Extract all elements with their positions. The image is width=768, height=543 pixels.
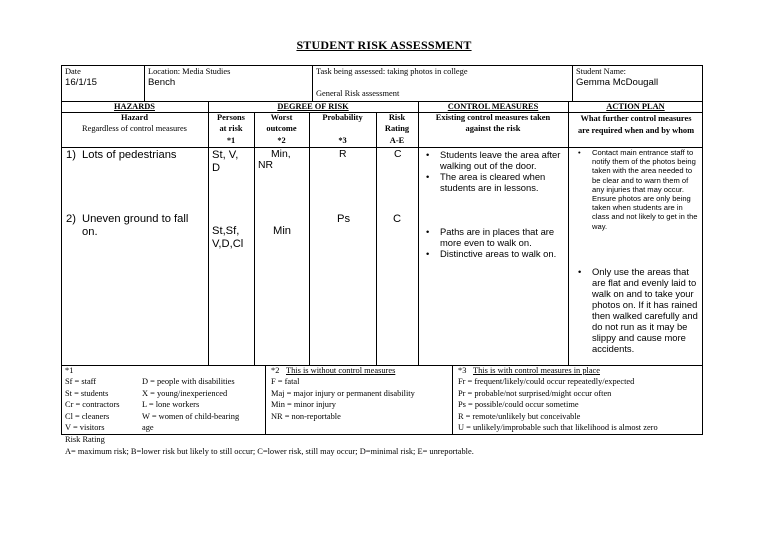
legend-1-title: *1 bbox=[65, 366, 74, 375]
list-item: • Only use the areas that are flat and evenly laid to walk on and to take your photos on. If it has rained then walked carefully and do not run as it may be slippy and cause more accidents. bbox=[576, 266, 702, 354]
legend-1-item: D = people with disabilities bbox=[142, 377, 235, 386]
hazard-2-num: 2) bbox=[66, 213, 76, 225]
col-probability-l3: *3 bbox=[338, 136, 347, 145]
col-existing-controls-l2: against the risk bbox=[465, 124, 521, 133]
list-item: • Paths are in places that are more even to walk on. bbox=[424, 226, 564, 248]
divider bbox=[572, 65, 573, 101]
date-label: Date bbox=[65, 67, 81, 76]
hazard-1-num: 1) bbox=[66, 149, 76, 161]
legend-1-item: L = lone workers bbox=[142, 400, 200, 409]
divider bbox=[309, 112, 310, 366]
divider bbox=[568, 101, 569, 366]
legend-3-item: U = unlikely/improbable such that likelihood is almost zero bbox=[458, 423, 658, 432]
legend-2-title: *2 bbox=[271, 366, 280, 375]
legend-3-item: R = remote/unlikely but conceivable bbox=[458, 412, 581, 421]
location-label: Location: Media Studies bbox=[148, 67, 231, 76]
action-plan-list bbox=[576, 266, 702, 354]
general-assessment: General Risk assessment bbox=[316, 89, 400, 98]
probability-2: Ps bbox=[337, 213, 351, 225]
col-worst-l2: outcome bbox=[266, 124, 297, 133]
section-degree-of-risk: DEGREE OF RISK bbox=[277, 102, 349, 111]
divider bbox=[452, 365, 453, 435]
legend-2-item: NR = non-reportable bbox=[271, 412, 341, 421]
risk-rating-1: C bbox=[394, 149, 402, 160]
col-existing-controls: Existing control measures taken bbox=[435, 113, 551, 122]
hazard-2-text-l2: on. bbox=[82, 226, 98, 238]
col-worst-l3: *2 bbox=[277, 136, 286, 145]
divider bbox=[144, 65, 145, 101]
worst-1-l1: Min, bbox=[271, 149, 291, 160]
col-persons: Persons bbox=[217, 113, 245, 122]
col-risk-rating: Risk bbox=[388, 113, 406, 122]
control-measures-list bbox=[424, 226, 564, 259]
legend-1-item: age bbox=[142, 423, 154, 432]
probability-1: R bbox=[339, 149, 347, 160]
risk-rating-2: C bbox=[393, 213, 402, 225]
section-control-measures: CONTROL MEASURES bbox=[447, 102, 539, 111]
document-title: STUDENT RISK ASSESSMENT bbox=[296, 38, 472, 52]
worst-2: Min bbox=[273, 225, 292, 237]
legend-3-subtitle: This is with control measures in place bbox=[473, 366, 600, 375]
legend-1-item: Sf = staff bbox=[65, 377, 97, 386]
list-item: • Distinctive areas to walk on. bbox=[424, 248, 564, 259]
divider bbox=[376, 112, 377, 366]
persons-2-l1: St,Sf, bbox=[212, 225, 240, 237]
legend-3-title: *3 bbox=[458, 366, 467, 375]
list-item: • The area is cleared when students are in lessons. bbox=[424, 171, 564, 193]
legend-2-item: Maj = major injury or permanent disability bbox=[271, 389, 415, 398]
col-persons-l3: *1 bbox=[226, 136, 236, 145]
risk-rating-key: A= maximum risk; B=lower risk but likely to still occur; C=lower risk, still may occur; D=minimal risk; E= unreportable. bbox=[65, 447, 474, 456]
control-measures-list bbox=[424, 149, 564, 193]
hazard-1-text: Lots of pedestrians bbox=[82, 149, 177, 161]
divider bbox=[254, 112, 255, 366]
student-name-value: Gemma McDougall bbox=[576, 77, 659, 88]
risk-rating-title: Risk Rating bbox=[65, 435, 105, 444]
task-label: Task being assessed: taking photos in college bbox=[316, 67, 468, 76]
col-persons-l2: at risk bbox=[219, 124, 243, 133]
location-value: Bench bbox=[148, 77, 176, 88]
col-worst: Worst bbox=[270, 113, 293, 122]
legend-2-item: Min = minor injury bbox=[271, 400, 336, 409]
student-name-label: Student Name: bbox=[576, 67, 627, 76]
date-value: 16/1/15 bbox=[65, 77, 98, 88]
persons-1-l1: St, V, bbox=[212, 149, 239, 161]
legend-1-item: Cl = cleaners bbox=[65, 412, 110, 421]
divider bbox=[418, 101, 419, 366]
persons-1-l2: D bbox=[212, 162, 221, 174]
legend-1-item: V = visitors bbox=[65, 423, 105, 432]
action-plan-list bbox=[576, 148, 700, 231]
divider bbox=[312, 65, 313, 101]
legend-1-item: Cr = contractors bbox=[65, 400, 120, 409]
section-hazards: HAZARDS bbox=[114, 102, 155, 111]
col-risk-rating-l2: Rating bbox=[384, 124, 410, 133]
legend-3-item: Fr = frequent/likely/could occur repeatedly/expected bbox=[458, 377, 635, 386]
col-probability: Probability bbox=[322, 113, 363, 122]
list-item: • Students leave the area after walking out of the door. bbox=[424, 149, 564, 171]
legend-3-item: Pr = probable/not surprised/might occur often bbox=[458, 389, 612, 398]
persons-2-l2: V,D,Cl bbox=[212, 238, 244, 250]
list-item: • Contact main entrance staff to notify them of the photos being taken with the area needed to be clear and to warn them of any injuries that may occur. Ensure photos are only being taken when students are in class and not likely to get in the way. bbox=[576, 148, 700, 231]
legend-3-item: Ps = possible/could occur sometime bbox=[458, 400, 579, 409]
col-risk-rating-l3: A-E bbox=[389, 136, 405, 145]
worst-1-l2: NR bbox=[258, 160, 274, 171]
section-action-plan: ACTION PLAN bbox=[606, 102, 665, 111]
divider bbox=[265, 365, 266, 435]
col-further-controls: What further control measures are required when and by whom bbox=[577, 114, 695, 135]
legend-1-item: X = young/inexperienced bbox=[142, 389, 228, 398]
col-hazard-sub: Regardless of control measures bbox=[82, 124, 187, 133]
hazard-2-text: Uneven ground to fall bbox=[82, 213, 189, 225]
legend-1-item: St = students bbox=[65, 389, 109, 398]
legend-1-item: W = women of child-bearing bbox=[142, 412, 240, 421]
legend-2-subtitle: This is without control measures bbox=[286, 366, 396, 375]
legend-2-item: F = fatal bbox=[271, 377, 300, 386]
col-hazard: Hazard bbox=[121, 113, 148, 122]
